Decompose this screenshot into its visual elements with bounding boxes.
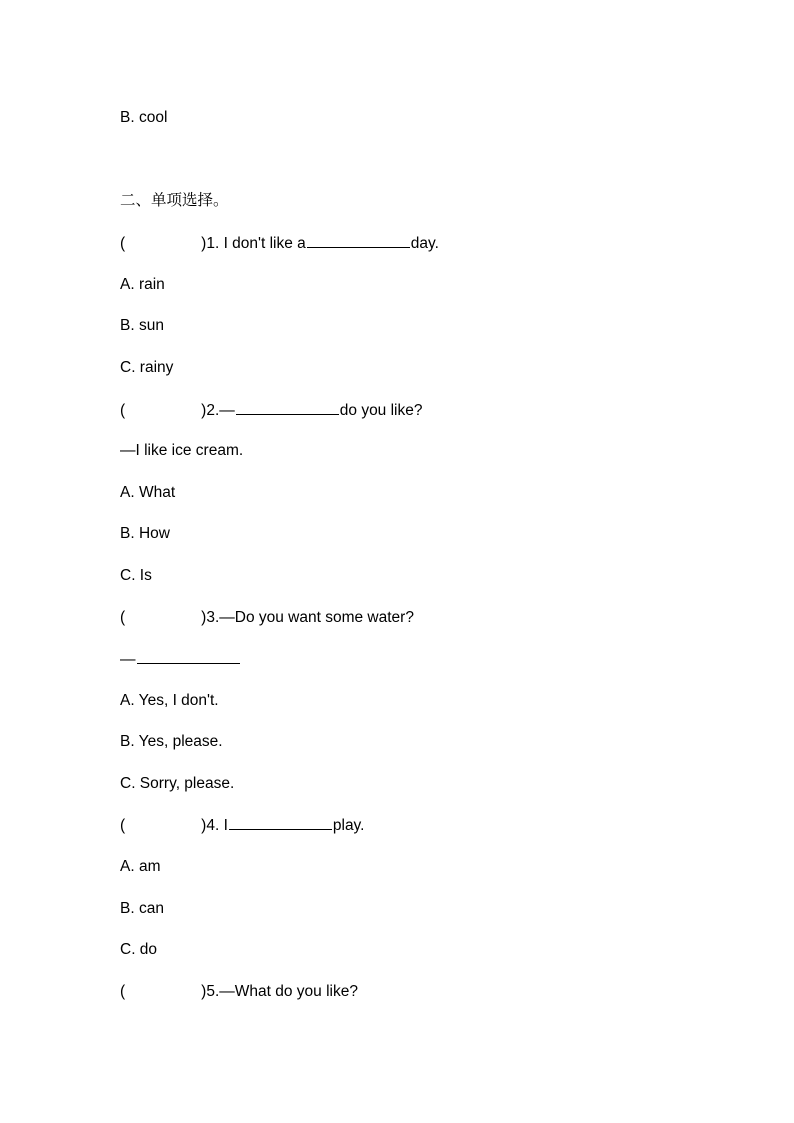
answer-paren-open: ( xyxy=(120,402,126,419)
question-3-text: )3.—Do you want some water? xyxy=(201,609,414,626)
question-2-reply: —I like ice cream. xyxy=(120,442,244,459)
question-4 xyxy=(120,815,364,836)
question-3-reply xyxy=(120,649,241,670)
question-1-option-b: B. sun xyxy=(120,317,164,334)
question-4-option-a: A. am xyxy=(120,858,161,875)
question-4-option-b: B. can xyxy=(120,900,164,917)
question-5 xyxy=(120,982,358,1002)
answer-paren-open: ( xyxy=(120,983,126,1000)
answer-paren-open: ( xyxy=(120,609,126,626)
question-2-option-c: C. Is xyxy=(120,567,152,584)
question-3-option-b: B. Yes, please. xyxy=(120,733,223,750)
question-2-option-b: B. How xyxy=(120,525,170,542)
question-1-after: day. xyxy=(410,235,439,252)
question-4-text: )4. I xyxy=(201,817,228,834)
fill-blank xyxy=(307,233,410,248)
question-2-text: )2.— xyxy=(201,402,235,419)
previous-option: B. cool xyxy=(120,109,168,126)
question-5-text: )5.—What do you like? xyxy=(201,983,358,1000)
question-2 xyxy=(120,400,423,421)
question-3-option-a: A. Yes, I don't. xyxy=(120,692,219,709)
question-2-after: do you like? xyxy=(339,402,423,419)
question-3-option-c: C. Sorry, please. xyxy=(120,775,235,792)
fill-blank xyxy=(229,815,332,830)
fill-blank xyxy=(236,400,339,415)
question-4-after: play. xyxy=(332,817,365,834)
reply-dash: — xyxy=(120,651,136,668)
question-1-text: )1. I don't like a xyxy=(201,235,306,252)
fill-blank xyxy=(137,649,240,664)
answer-paren-open: ( xyxy=(120,235,126,252)
question-3 xyxy=(120,608,414,628)
question-1-option-c: C. rainy xyxy=(120,359,174,376)
section-title: 二、单项选择。 xyxy=(120,192,229,209)
question-1-option-a: A. rain xyxy=(120,276,165,293)
question-2-option-a: A. What xyxy=(120,484,176,501)
question-1 xyxy=(120,233,439,254)
answer-paren-open: ( xyxy=(120,817,126,834)
question-4-option-c: C. do xyxy=(120,941,158,958)
